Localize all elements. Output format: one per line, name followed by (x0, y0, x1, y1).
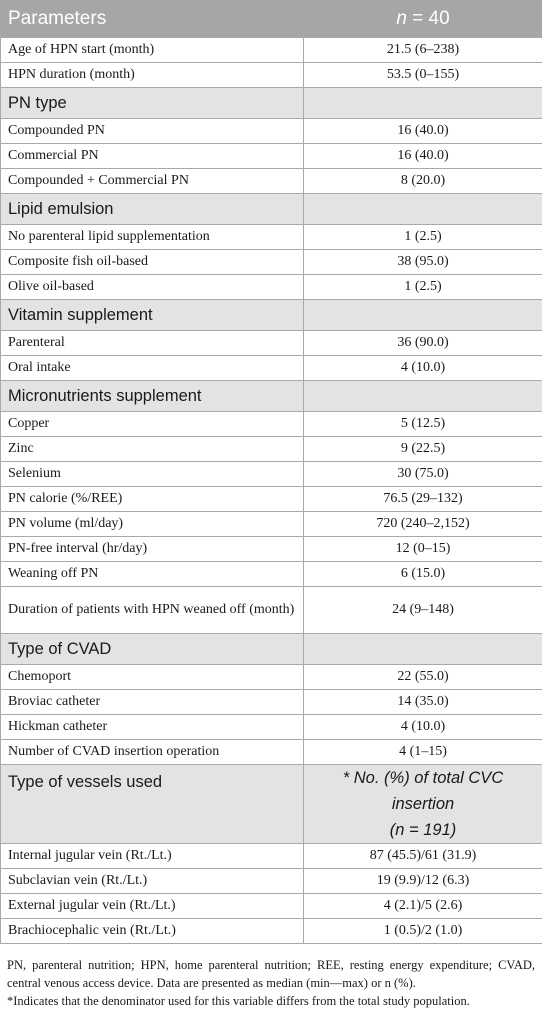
table-row (1, 412, 542, 437)
row-label: PN calorie (%/REE) (1, 487, 304, 512)
section-title: Type of vessels used (1, 765, 304, 844)
row-value: 30 (75.0) (304, 462, 542, 487)
table-header-row (1, 1, 542, 38)
row-value: 4 (1–15) (304, 740, 542, 765)
table-row (1, 437, 542, 462)
section-type-of-cvad (1, 634, 542, 665)
row-label: Copper (1, 412, 304, 437)
row-value: 22 (55.0) (304, 665, 542, 690)
vessels-denominator-note (304, 765, 542, 844)
row-label: Chemoport (1, 665, 304, 690)
row-value: 14 (35.0) (304, 690, 542, 715)
row-label: Broviac catheter (1, 690, 304, 715)
row-value: 1 (0.5)/2 (1.0) (304, 919, 542, 944)
row-value: 4 (10.0) (304, 356, 542, 381)
row-value: 6 (15.0) (304, 562, 542, 587)
table-row (1, 63, 542, 88)
row-value: 1 (2.5) (304, 275, 542, 300)
row-value: 16 (40.0) (304, 144, 542, 169)
header-n-value: = 40 (406, 8, 450, 29)
row-value: 4 (10.0) (304, 715, 542, 740)
table-row (1, 144, 542, 169)
section-vitamin-supplement (1, 300, 542, 331)
row-label: Zinc (1, 437, 304, 462)
header-n-italic: n (396, 8, 407, 29)
table-row (1, 275, 542, 300)
row-value: 38 (95.0) (304, 250, 542, 275)
row-label: Compounded + Commercial PN (1, 169, 304, 194)
row-value: 24 (9–148) (304, 587, 542, 634)
row-label: External jugular vein (Rt./Lt.) (1, 894, 304, 919)
table-row (1, 894, 542, 919)
row-label: Internal jugular vein (Rt./Lt.) (1, 844, 304, 869)
section-title: Micronutrients supplement (1, 381, 304, 412)
table-row (1, 665, 542, 690)
table-row (1, 562, 542, 587)
table-row (1, 537, 542, 562)
table-row (1, 869, 542, 894)
table-row (1, 487, 542, 512)
header-parameters: Parameters (1, 1, 304, 38)
table-row (1, 462, 542, 487)
row-value: 19 (9.9)/12 (6.3) (304, 869, 542, 894)
table-footnote (7, 956, 535, 1010)
row-label: Compounded PN (1, 119, 304, 144)
section-empty-cell (304, 300, 542, 331)
row-label: Parenteral (1, 331, 304, 356)
table-row (1, 919, 542, 944)
row-label: Selenium (1, 462, 304, 487)
section-empty-cell (304, 634, 542, 665)
section-pn-type (1, 88, 542, 119)
section-empty-cell (304, 381, 542, 412)
section-empty-cell (304, 194, 542, 225)
row-value: 9 (22.5) (304, 437, 542, 462)
section-title: PN type (1, 88, 304, 119)
row-value: 16 (40.0) (304, 119, 542, 144)
footnote-abbreviations: PN, parenteral nutrition; HPN, home parenteral nutrition; REE, resting energy expenditure; CVAD, central venous access device. Data are presented as median (min—max) or n (%). (7, 958, 535, 990)
row-label: HPN duration (month) (1, 63, 304, 88)
vessels-note-line1: * No. (%) of total CVC insertion (342, 769, 504, 813)
table-row (1, 690, 542, 715)
row-label: Commercial PN (1, 144, 304, 169)
row-value: 21.5 (6–238) (304, 38, 542, 63)
row-label: Composite fish oil-based (1, 250, 304, 275)
table-row (1, 250, 542, 275)
row-label: Hickman catheter (1, 715, 304, 740)
row-value: 87 (45.5)/61 (31.9) (304, 844, 542, 869)
section-empty-cell (304, 88, 542, 119)
row-label: Olive oil-based (1, 275, 304, 300)
table-row (1, 38, 542, 63)
row-value: 76.5 (29–132) (304, 487, 542, 512)
row-value: 53.5 (0–155) (304, 63, 542, 88)
row-label: PN-free interval (hr/day) (1, 537, 304, 562)
row-label: Duration of patients with HPN weaned off (month) (1, 587, 304, 634)
row-label: Subclavian vein (Rt./Lt.) (1, 869, 304, 894)
table-row (1, 119, 542, 144)
row-value: 1 (2.5) (304, 225, 542, 250)
row-value: 720 (240–2,152) (304, 512, 542, 537)
row-label: Weaning off PN (1, 562, 304, 587)
section-title: Type of CVAD (1, 634, 304, 665)
table-row-two-line (1, 587, 542, 634)
section-lipid-emulsion (1, 194, 542, 225)
table-row (1, 844, 542, 869)
section-title: Vitamin supplement (1, 300, 304, 331)
vessels-note-line2: (n = 191) (389, 821, 457, 839)
row-label: No parenteral lipid supplementation (1, 225, 304, 250)
row-label: Number of CVAD insertion operation (1, 740, 304, 765)
row-label: Brachiocephalic vein (Rt./Lt.) (1, 919, 304, 944)
section-micronutrients (1, 381, 542, 412)
footnote-asterisk-note: *Indicates that the denominator used for this variable differs from the total study population. (7, 994, 470, 1008)
row-value: 4 (2.1)/5 (2.6) (304, 894, 542, 919)
table-row (1, 169, 542, 194)
table-row (1, 512, 542, 537)
row-label: Age of HPN start (month) (1, 38, 304, 63)
row-label: Oral intake (1, 356, 304, 381)
section-title: Lipid emulsion (1, 194, 304, 225)
table-row (1, 225, 542, 250)
row-value: 36 (90.0) (304, 331, 542, 356)
table-row (1, 740, 542, 765)
row-label: PN volume (ml/day) (1, 512, 304, 537)
row-value: 12 (0–15) (304, 537, 542, 562)
table-row (1, 356, 542, 381)
header-n (304, 1, 542, 38)
table-row (1, 331, 542, 356)
row-value: 8 (20.0) (304, 169, 542, 194)
table-row (1, 715, 542, 740)
section-type-of-vessels (1, 765, 542, 844)
row-value: 5 (12.5) (304, 412, 542, 437)
